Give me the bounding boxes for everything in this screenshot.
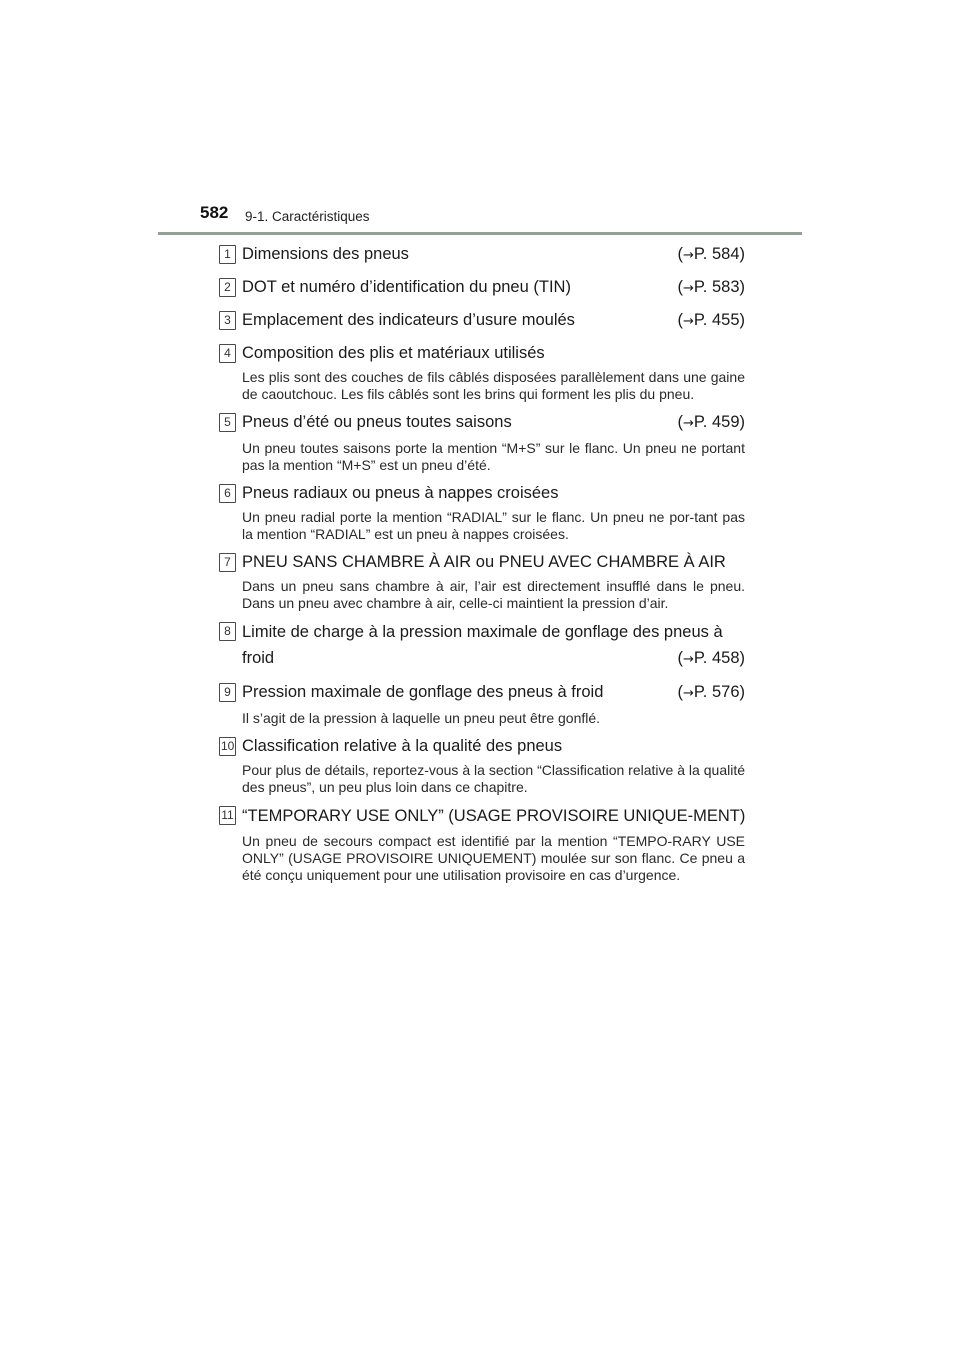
item-number-badge: 11 [219, 806, 236, 825]
page-reference-text: P. 455 [693, 311, 740, 329]
item-title-row [242, 275, 750, 301]
item-title-row [242, 481, 750, 505]
page-number: 582 [200, 203, 229, 222]
item-description: Les plis sont des couches de fils câblés disposées parallèlement dans une gaine de caoutchouc. Les fils câblés sont les brins qui forment les plis du pneu. [242, 369, 745, 402]
item-title-row [242, 341, 750, 365]
item-title: Classification relative à la qualité des pneus [242, 737, 563, 755]
item-number-badge: 1 [219, 245, 236, 264]
item-title-row [242, 410, 750, 436]
item-number-badge: 8 [219, 622, 236, 641]
item-number-badge: 6 [219, 484, 236, 503]
page-reference-text: P. 459 [693, 413, 740, 431]
list-item [200, 410, 750, 474]
item-title: DOT et numéro d’identification du pneu (TIN) [242, 278, 571, 296]
list-item [200, 341, 750, 403]
item-title: Emplacement des indicateurs d’usure moulés [242, 311, 575, 329]
list-item [200, 619, 750, 673]
item-title: Pneus radiaux ou pneus à nappes croisées [242, 484, 559, 502]
arrow-right-icon: → [683, 652, 694, 667]
list-item [200, 803, 750, 884]
item-number-badge: 5 [219, 413, 236, 432]
item-title-row [242, 680, 750, 706]
arrow-right-icon: → [683, 281, 694, 296]
page-reference-text: P. 458 [693, 649, 740, 667]
page-header [0, 0, 960, 240]
item-title-row [242, 734, 750, 758]
item-title: Pneus d’été ou pneus toutes saisons [242, 413, 512, 431]
list-item [200, 550, 750, 612]
item-title: Dimensions des pneus [242, 245, 409, 263]
page-reference: (→P. 459) [677, 413, 745, 431]
item-title-row [242, 242, 750, 268]
item-description: Il s’agit de la pression à laquelle un pneu peut être gonflé. [242, 710, 601, 726]
page-reference-text: P. 583 [693, 278, 740, 296]
page-reference-text: P. 576 [693, 683, 740, 701]
item-title-row [242, 550, 750, 574]
arrow-right-icon: → [683, 686, 694, 701]
page-reference: (→P. 458) [677, 649, 745, 667]
arrow-right-icon: → [683, 416, 694, 431]
tire-info-list [200, 242, 750, 891]
item-description: Un pneu radial porte la mention “RADIAL” sur le flanc. Un pneu ne por-tant pas la mention “RADIAL” est un pneu à nappes croisées. [242, 509, 745, 542]
page-reference: (→P. 584) [677, 245, 745, 263]
item-number-badge: 9 [219, 683, 236, 702]
item-number-badge: 10 [219, 737, 236, 756]
item-title: PNEU SANS CHAMBRE À AIR ou PNEU AVEC CHAMBRE À AIR [242, 553, 726, 571]
item-title-row [242, 308, 750, 334]
arrow-right-icon: → [683, 314, 694, 329]
list-item [200, 242, 750, 268]
item-title: Composition des plis et matériaux utilisés [242, 344, 545, 362]
item-description: Un pneu de secours compact est identifié par la mention “TEMPO-RARY USE ONLY” (USAGE PROVISOIRE UNIQUEMENT) moulée sur son flanc. Ce pneu a été conçu uniquement pour une utilisation provisoire en cas d’urgence. [242, 833, 745, 883]
item-title: “TEMPORARY USE ONLY” (USAGE PROVISOIRE UNIQUE-MENT) [242, 807, 746, 825]
item-number-badge: 3 [219, 311, 236, 330]
page-reference: (→P. 576) [677, 683, 745, 701]
item-title-row [242, 645, 750, 673]
section-title: 9-1. Caractéristiques [245, 209, 370, 224]
item-title-continuation: froid [242, 649, 275, 667]
item-number-badge: 7 [219, 553, 236, 572]
item-description: Dans un pneu sans chambre à air, l’air est directement insufflé dans le pneu. Dans un pneu avec chambre à air, celle-ci maintient la pression d’air. [242, 578, 745, 611]
page-reference: (→P. 455) [677, 311, 745, 329]
list-item [200, 308, 750, 334]
list-item [200, 734, 750, 796]
item-description: Pour plus de détails, reportez-vous à la section “Classification relative à la qualité des pneus”, un peu plus loin dans ce chapitre. [242, 762, 745, 795]
item-title: Limite de charge à la pression maximale de gonflage des pneus à [242, 623, 723, 641]
arrow-right-icon: → [683, 248, 694, 263]
item-number-badge: 2 [219, 278, 236, 297]
list-item [200, 680, 750, 727]
page-reference: (→P. 583) [677, 278, 745, 296]
header-divider [158, 232, 802, 235]
list-item [200, 481, 750, 543]
item-number-badge: 4 [219, 344, 236, 363]
item-description: Un pneu toutes saisons porte la mention “M+S” sur le flanc. Un pneu ne portant pas la mention “M+S” est un pneu d’été. [242, 440, 745, 473]
list-item [200, 275, 750, 301]
page-reference-text: P. 584 [693, 245, 740, 263]
item-title: Pression maximale de gonflage des pneus à froid [242, 683, 604, 701]
